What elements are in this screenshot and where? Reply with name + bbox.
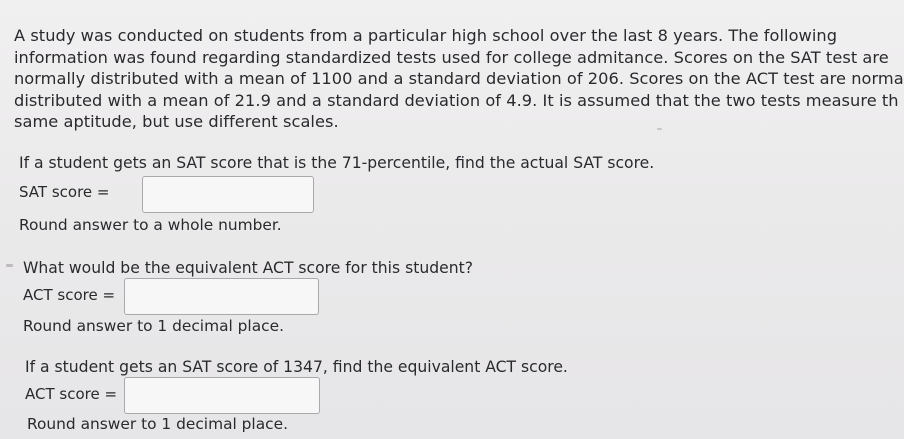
- question-2-label: ACT score =: [23, 286, 116, 304]
- question-2-prompt: What would be the equivalent ACT score for this student?: [23, 259, 473, 277]
- problem-line: normally distributed with a mean of 1100 and a standard deviation of 206. Scores on the ACT test are norma: [14, 69, 904, 89]
- act-score-from-sat-input[interactable]: [124, 377, 320, 414]
- question-2-rounding-note: Round answer to 1 decimal place.: [23, 317, 284, 335]
- sat-score-input[interactable]: [142, 176, 314, 213]
- problem-line: A study was conducted on students from a particular high school over the last 8 years. The following: [14, 26, 838, 45]
- question-3-prompt: If a student gets an SAT score of 1347, find the equivalent ACT score.: [25, 358, 568, 376]
- equivalent-act-score-input[interactable]: [124, 278, 319, 315]
- question-1-rounding-note: Round answer to a whole number.: [19, 216, 282, 234]
- question-marker: [6, 264, 13, 267]
- question-3-label: ACT score =: [25, 385, 118, 403]
- problem-line: same aptitude, but use different scales.: [14, 112, 339, 132]
- problem-line: distributed with a mean of 21.9 and a standard deviation of 4.9. It is assumed that the two tests measure th: [14, 90, 899, 110]
- problem-statement: [14, 25, 904, 133]
- question-1-prompt: If a student gets an SAT score that is the 71-percentile, find the actual SAT score.: [19, 154, 655, 172]
- question-3-rounding-note: Round answer to 1 decimal place.: [27, 415, 288, 433]
- problem-line: information was found regarding standardized tests used for college admitance. Scores on the SAT test are: [14, 47, 889, 67]
- question-1-label: SAT score =: [19, 183, 110, 201]
- page-speck: [657, 128, 662, 130]
